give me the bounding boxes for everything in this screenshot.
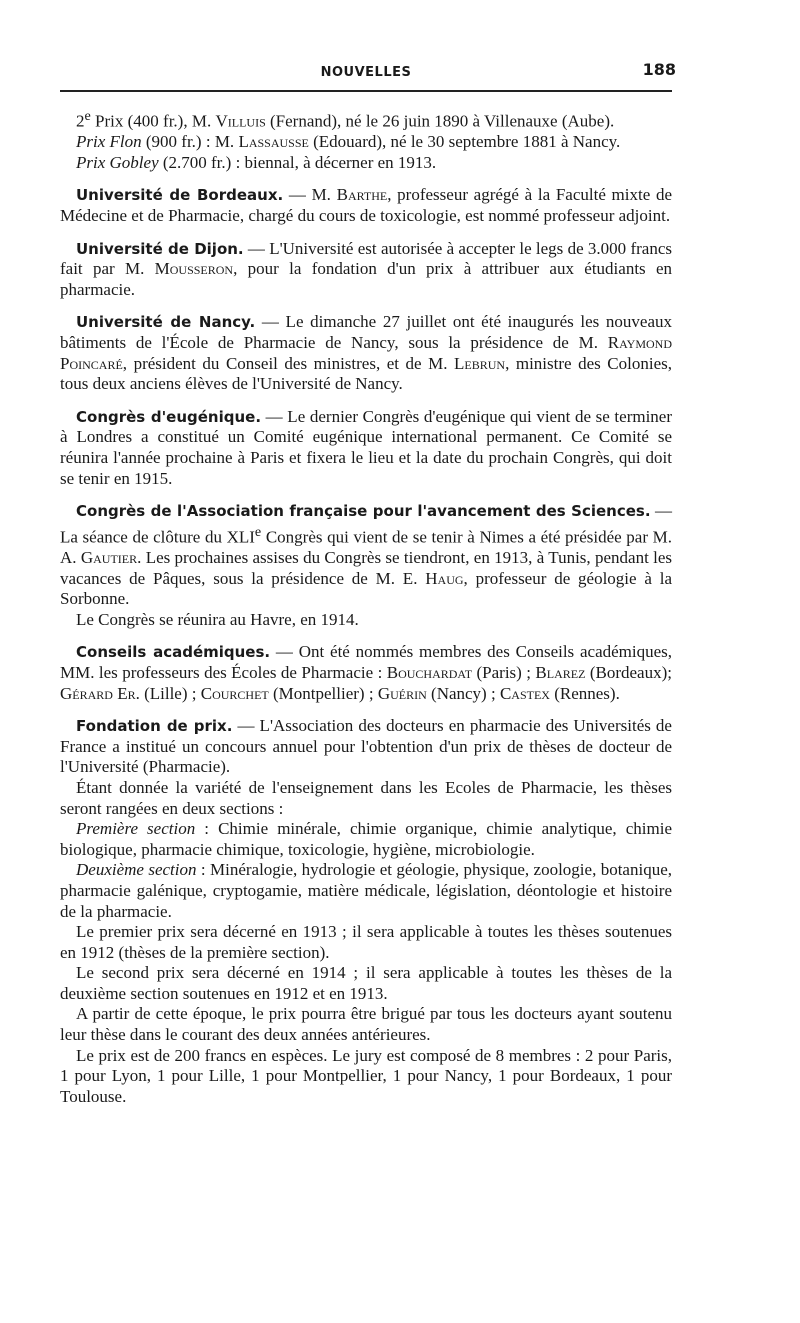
afas-paragraph-2: Le Congrès se réunira au Havre, en 1914. [76, 609, 359, 629]
section-bordeaux: Université de Bordeaux. — M. Barthe, professeur agrégé à la Faculté mixte de Médecine et de Pharmacie, chargé du cours de toxicologie, est nommé professeur adjoint. [60, 185, 672, 226]
section-dijon: Université de Dijon. — L'Université est autorisée à accepter le legs de 3.000 francs fait par M. Mousseron, pour la fondation d'un prix à attribuer aux étudiants en pharmacie. [60, 238, 673, 299]
fondation-paragraph-6: Le prix est de 200 francs en espèces. Le jury est composé de 8 membres : 2 pour Paris, 1 pour Lyon, 1 pour Lille, 1 pour Montpellier, 1 pour Nancy, 1 pour Bordeaux, 1 pour Toulouse. [60, 1045, 672, 1106]
prize-paragraph-1: 2e Prix (400 fr.), M. Villuis (Fernand), né le 26 juin 1890 à Villenauxe (Aube). [76, 108, 615, 131]
person-name: Gérard Er. [60, 683, 140, 703]
person-name: Courchet [200, 683, 269, 703]
fondation-paragraph-2: Étant donnée la variété de l'enseignement dans les Ecoles de Pharmacie, les thèses seront rangées en deux sections : [60, 777, 672, 818]
page [60, 58, 676, 1107]
person-name: Barthe [336, 185, 388, 205]
section-eugenique: Congrès d'eugénique. — Le dernier Congrès d'eugénique qui vient de se terminer à Londres a constitué un Comité eugénique international permanent. Ce Comité se réunira l'année prochaine à Paris et fixera le lieu et la date du prochain Congrès, qui doit se tenir en 1915. [60, 406, 673, 488]
section-heading: Université de Nancy. [76, 313, 256, 332]
fondation-paragraph-4: Le second prix sera décerné en 1914 ; il sera applicable à toutes les thèses de la deuxième section soutenues en 1912 et en 1913. [60, 963, 672, 1003]
prize-paragraph-3: Prix Gobley (2.700 fr.) : biennal, à décerner en 1913. [76, 152, 437, 172]
person-name: Lebrun [454, 353, 506, 373]
person-name: Castex [499, 683, 550, 703]
fondation-section-1: Première section : Chimie minérale, chimie organique, chimie analytique, chimie biologique, pharmacie chimique, toxicologie, hygiène, microbiologie. [60, 819, 672, 859]
header-rule [60, 90, 672, 92]
person-name: Bouchardat [386, 662, 473, 682]
section-heading: Université de Dijon. [76, 239, 244, 258]
person-name: Villuis [215, 111, 266, 131]
page-number: 188 [642, 60, 676, 79]
fondation-paragraph-5: A partir de cette époque, le prix pourra être brigué par tous les docteurs ayant soutenu leur thèse dans le courant des deux années antérieures. [60, 1004, 672, 1045]
section-label: Première section [76, 819, 196, 839]
section-heading: Congrès de l'Association française pour l'avancement des Sciences. [76, 502, 651, 521]
section-heading: Congrès d'eugénique. [76, 407, 262, 426]
person-name: Haug [425, 568, 464, 588]
section-heading: Fondation de prix. [76, 717, 233, 736]
section-heading: Conseils académiques. [76, 643, 271, 662]
prize-label: Prix Gobley [76, 152, 159, 172]
section-nancy: Université de Nancy. — Le dimanche 27 juillet ont été inaugurés les nouveaux bâtiments de l'École de Pharmacie de Nancy, sous la présidence de M. Raymond Poincaré, président du Conseil des ministres, et de M. Lebrun, ministre des Colonies, tous deux anciens élèves de l'Université de Nancy. [60, 312, 673, 394]
section-heading: Université de Bordeaux. [76, 186, 284, 205]
person-name: Gautier [80, 548, 138, 567]
section-conseils: Conseils académiques. — Ont été nommés membres des Conseils académiques, MM. les professeurs des Écoles de Pharmacie : Bouchardat (Paris) ; Blarez (Bordeaux); Gérard Er. (Lille) ; Courchet (Montpellier) ; Guérin (Nancy) ; Castex (Rennes). [60, 642, 673, 703]
prize-label: Prix Flon [76, 132, 142, 152]
fondation-section-2: Deuxième section : Minéralogie, hydrologie et géologie, physique, zoologie, botanique, pharmacie galénique, cryptogamie, matière médicale, législation, déontologie et histoire de la pharmacie. [60, 860, 672, 921]
person-name: Raymond Poincaré [60, 333, 672, 373]
person-name: Guérin [377, 683, 427, 703]
person-name: Lassausse [238, 132, 309, 152]
section-fondation: Fondation de prix. — L'Association des docteurs en pharmacie des Universités de France a institué un concours annuel pour l'obtention d'un prix de thèses de docteur de l'Université (Pharmacie). [60, 716, 672, 777]
person-name: Blarez [535, 662, 586, 682]
section-afas: Congrès de l'Association française pour l'avancement des Sciences. — La séance de clôture du XLIe Congrès qui vient de se tenir à Nimes a été présidée par M. A. Gautier. Les prochaines assises du Congrès se tiendront, en 1913, à Tunis, pendant les vacances de Pâques, sous la présidence de M. E. Haug, professeur de géologie à la Sorbonne. [60, 501, 673, 609]
page-header [60, 58, 676, 90]
running-head: NOUVELLES [320, 65, 412, 80]
person-name: Mousseron [154, 259, 234, 279]
section-label: Deuxième section [76, 860, 197, 880]
fondation-paragraph-3: Le premier prix sera décerné en 1913 ; il sera applicable à toutes les thèses soutenues en 1912 (thèses de la première section). [60, 922, 672, 962]
prize-paragraph-2: Prix Flon (900 fr.) : M. Lassausse (Edouard), né le 30 septembre 1881 à Nancy. [76, 132, 621, 152]
